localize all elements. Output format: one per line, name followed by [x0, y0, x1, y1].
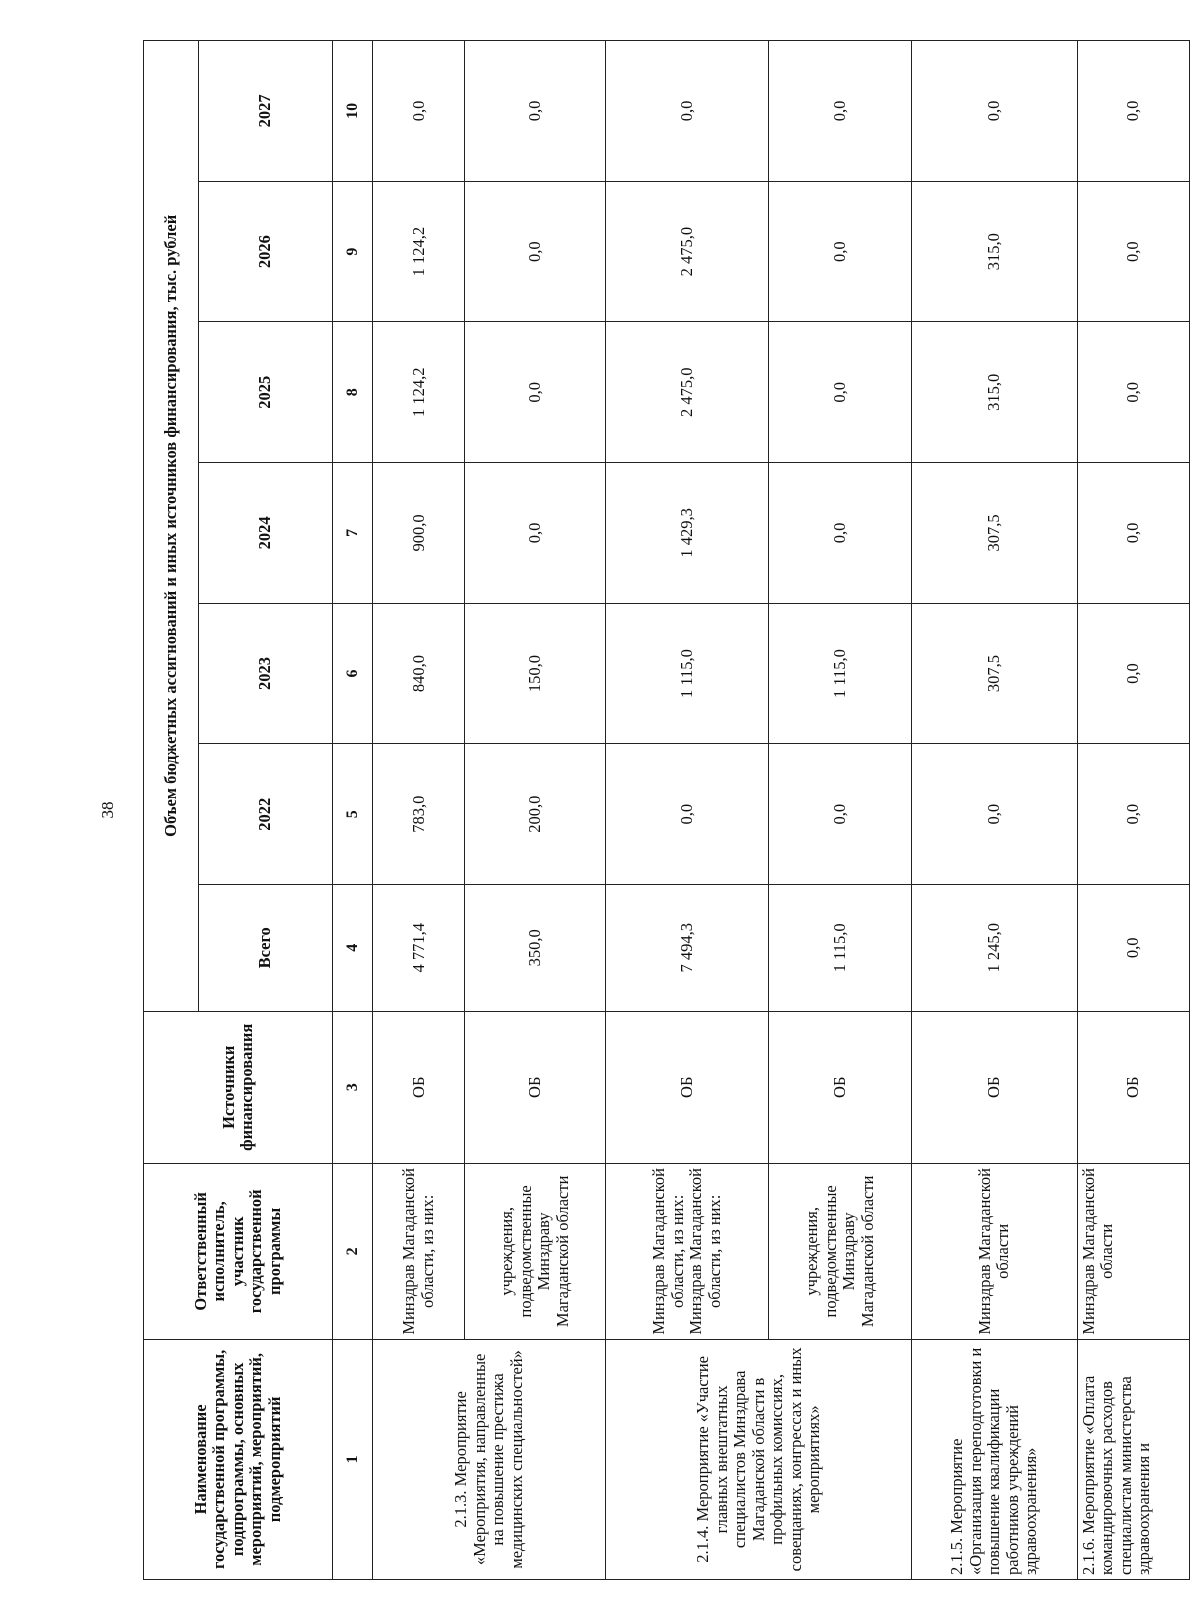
- row-value: 0,0: [1077, 41, 1189, 182]
- header-year: Всего: [199, 885, 333, 1012]
- row-source: ОБ: [1077, 1011, 1189, 1163]
- header-year: 2025: [199, 322, 333, 463]
- row-value: 1 115,0: [769, 885, 912, 1012]
- row-name: 2.1.4. Мероприятие «Участие главных внештатных специалистов Минздрава Магаданской области в профильных комиссиях, совещаниях, конгрессах и иных мероприятиях»: [606, 1339, 912, 1579]
- row-value: 0,0: [465, 322, 606, 463]
- index-cell: 10: [333, 41, 373, 182]
- index-cell: 2: [333, 1163, 373, 1339]
- index-cell: 7: [333, 463, 373, 604]
- row-value: 0,0: [912, 41, 1077, 182]
- table-row: [606, 41, 769, 1580]
- row-value: 0,0: [465, 181, 606, 322]
- row-value: 4 771,4: [373, 885, 465, 1012]
- table-row: [1077, 41, 1189, 1580]
- row-value: 1 245,0: [912, 885, 1077, 1012]
- row-executor: Минздрав Магаданской области: [1077, 1163, 1189, 1339]
- header-year: 2027: [199, 41, 333, 182]
- row-value: 0,0: [373, 41, 465, 182]
- rotated-table-container: [143, 40, 1190, 1580]
- row-value: 0,0: [769, 181, 912, 322]
- row-value: 1 124,2: [373, 181, 465, 322]
- header-funding-group: Объем бюджетных ассигнований и иных источников финансирования, тыс. рублей: [144, 41, 199, 1012]
- row-value: 0,0: [769, 744, 912, 885]
- header-source: Источники финансирования: [144, 1011, 333, 1163]
- row-value: 0,0: [1077, 463, 1189, 604]
- row-value: 0,0: [1077, 885, 1189, 1012]
- row-value: 350,0: [465, 885, 606, 1012]
- row-value: 840,0: [373, 603, 465, 744]
- header-year: 2022: [199, 744, 333, 885]
- index-cell: 4: [333, 885, 373, 1012]
- row-value: 1 115,0: [769, 603, 912, 744]
- row-value: 7 494,3: [606, 885, 769, 1012]
- row-name: 2.1.3. Мероприятие «Мероприятия, направленные на повышение престижа медицинских специальностей»: [373, 1339, 606, 1579]
- header-year: 2026: [199, 181, 333, 322]
- index-cell: 3: [333, 1011, 373, 1163]
- header-year: 2024: [199, 463, 333, 604]
- table-row: [373, 41, 465, 1580]
- row-value: 0,0: [769, 463, 912, 604]
- index-cell: 5: [333, 744, 373, 885]
- row-executor: Минздрав Магаданской области, из них: Минздрав Магаданской области, из них:: [606, 1163, 769, 1339]
- row-value: 1 124,2: [373, 322, 465, 463]
- row-value: 307,5: [912, 603, 1077, 744]
- financing-table: [143, 40, 1190, 1580]
- index-cell: 9: [333, 181, 373, 322]
- row-value: 0,0: [769, 322, 912, 463]
- row-source: ОБ: [373, 1011, 465, 1163]
- row-value: 315,0: [912, 322, 1077, 463]
- row-value: 0,0: [912, 744, 1077, 885]
- row-value: 0,0: [1077, 181, 1189, 322]
- row-value: 0,0: [1077, 744, 1189, 885]
- row-value: 2 475,0: [606, 322, 769, 463]
- row-value: 900,0: [373, 463, 465, 604]
- row-value: 0,0: [769, 41, 912, 182]
- row-executor: учреждения, подведомственные Минздраву Магаданской области: [465, 1163, 606, 1339]
- header-executor: Ответственный исполнитель, участник государственной программы: [144, 1163, 333, 1339]
- row-value: 0,0: [465, 463, 606, 604]
- row-source: ОБ: [465, 1011, 606, 1163]
- row-value: 307,5: [912, 463, 1077, 604]
- row-value: 783,0: [373, 744, 465, 885]
- row-value: 0,0: [1077, 322, 1189, 463]
- row-value: 200,0: [465, 744, 606, 885]
- row-source: ОБ: [769, 1011, 912, 1163]
- row-value: 150,0: [465, 603, 606, 744]
- page-number: 38: [98, 801, 117, 819]
- row-value: 2 475,0: [606, 181, 769, 322]
- index-cell: 1: [333, 1339, 373, 1579]
- row-executor: учреждения, подведомственные Минздраву Магаданской области: [769, 1163, 912, 1339]
- row-source: ОБ: [912, 1011, 1077, 1163]
- row-value: 315,0: [912, 181, 1077, 322]
- row-value: 1 429,3: [606, 463, 769, 604]
- row-value: 0,0: [465, 41, 606, 182]
- header-name: Наименование государственной программы, подпрограммы, основных мероприятий, мероприятий, подмероприятий: [144, 1339, 333, 1579]
- header-year: 2023: [199, 603, 333, 744]
- index-cell: 6: [333, 603, 373, 744]
- row-value: 0,0: [1077, 603, 1189, 744]
- row-name: 2.1.5. Мероприятие «Организация переподготовки и повышение квалификации работников учреждений здравоохранения»: [912, 1339, 1077, 1579]
- row-source: ОБ: [606, 1011, 769, 1163]
- row-value: 0,0: [606, 41, 769, 182]
- table-row: [912, 41, 1077, 1580]
- row-executor: Минздрав Магаданской области: [912, 1163, 1077, 1339]
- row-executor: Минздрав Магаданской области, из них:: [373, 1163, 465, 1339]
- row-value: 0,0: [606, 744, 769, 885]
- row-name: 2.1.6. Мероприятие «Оплата командировочных расходов специалистам министерства здравоохранения и: [1077, 1339, 1189, 1579]
- row-value: 1 115,0: [606, 603, 769, 744]
- index-cell: 8: [333, 322, 373, 463]
